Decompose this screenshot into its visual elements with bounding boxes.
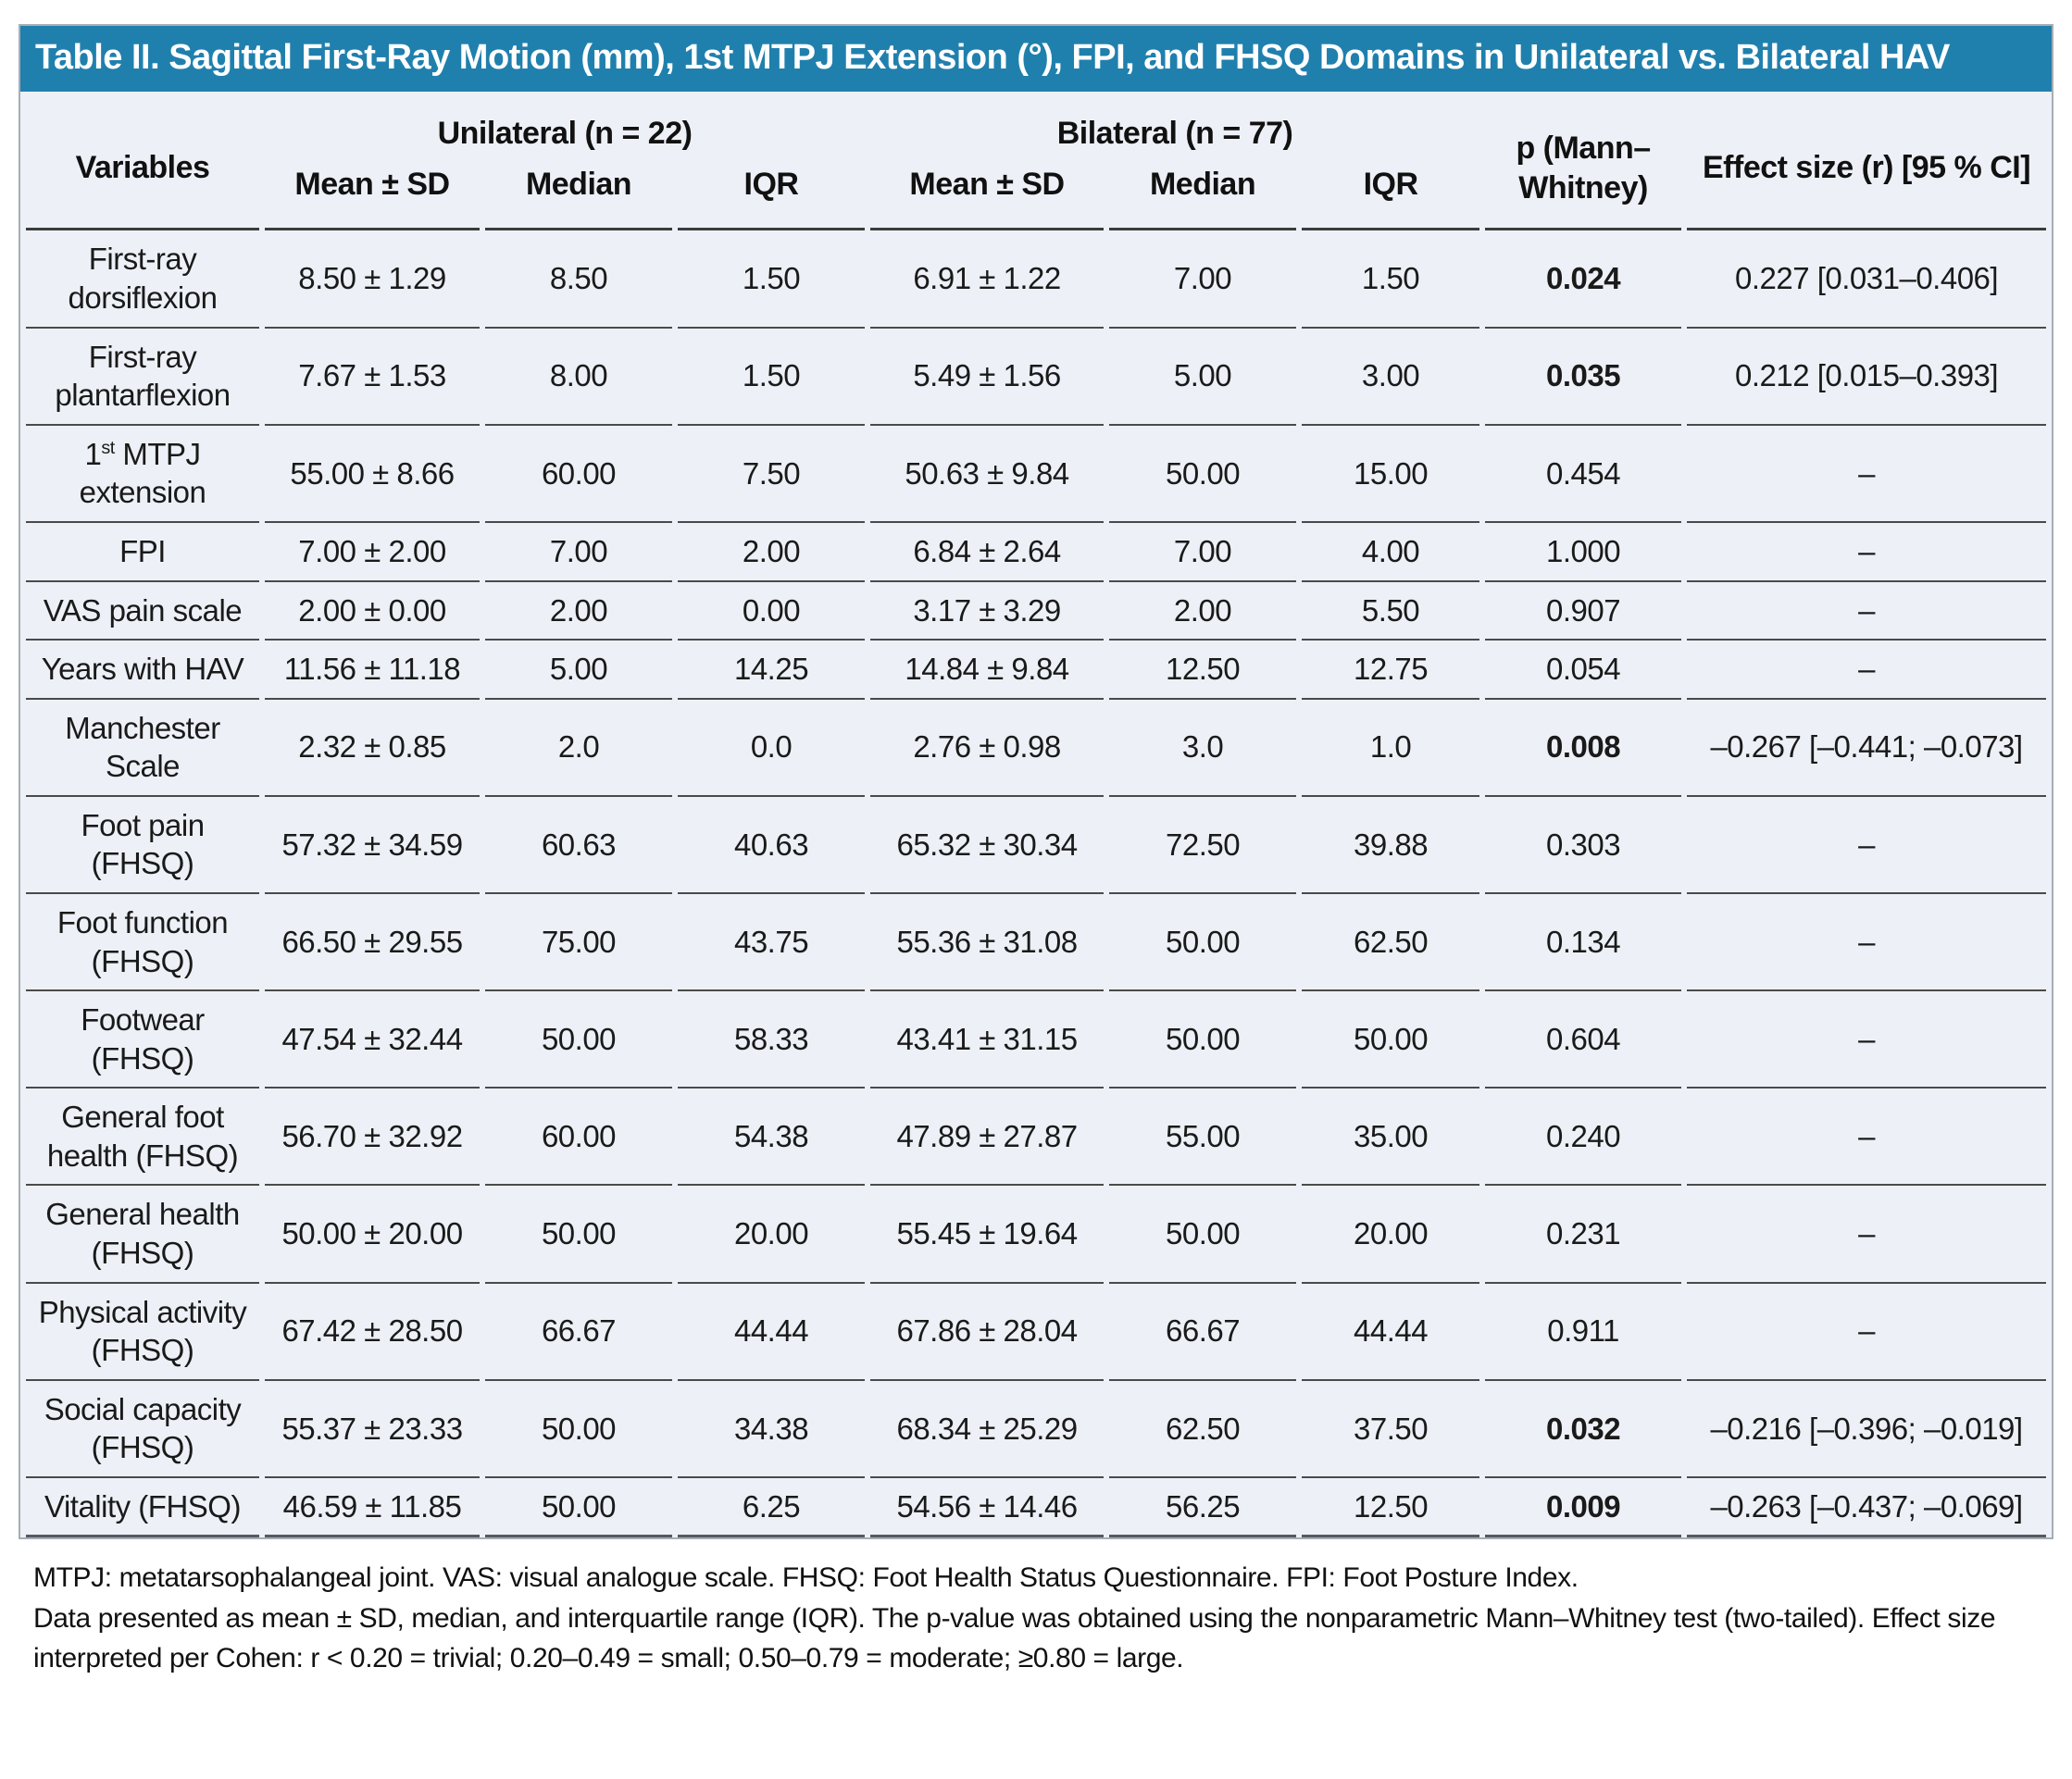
cell-unilateral-iqr: 44.44 [678, 1284, 865, 1381]
cell-variable: Foot function (FHSQ) [26, 894, 259, 991]
cell-unilateral-median: 50.00 [485, 1186, 672, 1283]
table-frame [19, 24, 2053, 1539]
cell-bilateral-iqr: 20.00 [1302, 1186, 1479, 1283]
table-row [26, 641, 2046, 700]
cell-bilateral-iqr: 62.50 [1302, 894, 1479, 991]
cell-bilateral-iqr: 1.0 [1302, 700, 1479, 797]
header-group-bilateral: Bilateral (n = 77) [1056, 115, 1293, 151]
cell-p-value: 0.032 [1485, 1381, 1681, 1478]
cell-p-value: 0.231 [1485, 1186, 1681, 1283]
cell-bilateral-iqr: 37.50 [1302, 1381, 1479, 1478]
header-uni-median: Median [485, 159, 672, 231]
cell-unilateral-mean-sd: 7.67 ± 1.53 [265, 329, 480, 426]
header-group-unilateral: Unilateral (n = 22) [437, 115, 693, 151]
cell-unilateral-mean-sd: 67.42 ± 28.50 [265, 1284, 480, 1381]
cell-effect-size: –0.216 [–0.396; –0.019] [1687, 1381, 2046, 1478]
cell-bilateral-median: 55.00 [1109, 1089, 1296, 1186]
cell-unilateral-median: 50.00 [485, 991, 672, 1089]
cell-bilateral-iqr: 15.00 [1302, 426, 1479, 523]
cell-p-value: 0.240 [1485, 1089, 1681, 1186]
cell-bilateral-iqr: 4.00 [1302, 523, 1479, 582]
cell-unilateral-mean-sd: 46.59 ± 11.85 [265, 1478, 480, 1538]
cell-unilateral-mean-sd: 66.50 ± 29.55 [265, 894, 480, 991]
cell-bilateral-median: 50.00 [1109, 1186, 1296, 1283]
cell-bilateral-iqr: 5.50 [1302, 582, 1479, 641]
table-row [26, 1186, 2046, 1283]
header-uni-iqr: IQR [678, 159, 865, 231]
cell-bilateral-mean-sd: 2.76 ± 0.98 [870, 700, 1104, 797]
table-row [26, 426, 2046, 523]
cell-effect-size: – [1687, 894, 2046, 991]
cell-unilateral-median: 50.00 [485, 1381, 672, 1478]
cell-bilateral-median: 3.0 [1109, 700, 1296, 797]
cell-bilateral-median: 66.67 [1109, 1284, 1296, 1381]
cell-p-value: 0.911 [1485, 1284, 1681, 1381]
cell-variable: Manchester Scale [26, 700, 259, 797]
footnote-abbreviations: MTPJ: metatarsophalangeal joint. VAS: visual analogue scale. FHSQ: Foot Health Status Questionnaire. FPI: Foot Posture Index. [33, 1562, 1579, 1594]
table-row [26, 329, 2046, 426]
cell-p-value: 0.303 [1485, 797, 1681, 894]
cell-variable: VAS pain scale [26, 582, 259, 641]
cell-unilateral-mean-sd: 8.50 ± 1.29 [265, 230, 480, 328]
cell-bilateral-mean-sd: 67.86 ± 28.04 [870, 1284, 1104, 1381]
cell-unilateral-mean-sd: 47.54 ± 32.44 [265, 991, 480, 1089]
cell-unilateral-mean-sd: 55.00 ± 8.66 [265, 426, 480, 523]
cell-bilateral-mean-sd: 3.17 ± 3.29 [870, 582, 1104, 641]
cell-unilateral-median: 8.50 [485, 230, 672, 328]
cell-bilateral-median: 56.25 [1109, 1478, 1296, 1538]
cell-effect-size: – [1687, 797, 2046, 894]
cell-effect-size: – [1687, 426, 2046, 523]
cell-bilateral-median: 7.00 [1109, 523, 1296, 582]
cell-unilateral-iqr: 34.38 [678, 1381, 865, 1478]
cell-variable: Vitality (FHSQ) [26, 1478, 259, 1538]
table-header [26, 92, 2046, 231]
table-row [26, 230, 2046, 328]
cell-bilateral-iqr: 35.00 [1302, 1089, 1479, 1186]
cell-unilateral-iqr: 0.00 [678, 582, 865, 641]
cell-effect-size: – [1687, 1284, 2046, 1381]
cell-p-value: 0.035 [1485, 329, 1681, 426]
header-bi-median: Median [1109, 159, 1296, 231]
cell-p-value: 0.134 [1485, 894, 1681, 991]
cell-bilateral-mean-sd: 5.49 ± 1.56 [870, 329, 1104, 426]
cell-unilateral-mean-sd: 57.32 ± 34.59 [265, 797, 480, 894]
cell-unilateral-median: 50.00 [485, 1478, 672, 1538]
cell-bilateral-mean-sd: 68.34 ± 25.29 [870, 1381, 1104, 1478]
header-uni-mean-sd: Mean ± SD [265, 159, 480, 231]
table-row [26, 1284, 2046, 1381]
cell-p-value: 0.054 [1485, 641, 1681, 700]
cell-bilateral-median: 7.00 [1109, 230, 1296, 328]
cell-unilateral-median: 60.00 [485, 426, 672, 523]
cell-variable: 1st MTPJ extension [26, 426, 259, 523]
cell-unilateral-mean-sd: 11.56 ± 11.18 [265, 641, 480, 700]
cell-bilateral-mean-sd: 65.32 ± 30.34 [870, 797, 1104, 894]
header-effect-size: Effect size (r) [95 % CI] [1687, 92, 2046, 231]
header-bi-mean-sd: Mean ± SD [870, 159, 1104, 231]
cell-unilateral-median: 60.63 [485, 797, 672, 894]
cell-bilateral-mean-sd: 55.45 ± 19.64 [870, 1186, 1104, 1283]
cell-variable: Social capacity (FHSQ) [26, 1381, 259, 1478]
cell-bilateral-median: 72.50 [1109, 797, 1296, 894]
cell-unilateral-median: 75.00 [485, 894, 672, 991]
cell-unilateral-median: 8.00 [485, 329, 672, 426]
cell-unilateral-median: 5.00 [485, 641, 672, 700]
table-row [26, 582, 2046, 641]
cell-unilateral-median: 7.00 [485, 523, 672, 582]
cell-variable: General health (FHSQ) [26, 1186, 259, 1283]
cell-unilateral-mean-sd: 2.00 ± 0.00 [265, 582, 480, 641]
cell-unilateral-iqr: 20.00 [678, 1186, 865, 1283]
cell-effect-size: – [1687, 991, 2046, 1089]
cell-unilateral-iqr: 1.50 [678, 329, 865, 426]
cell-bilateral-iqr: 1.50 [1302, 230, 1479, 328]
cell-bilateral-median: 50.00 [1109, 894, 1296, 991]
cell-effect-size: – [1687, 523, 2046, 582]
cell-unilateral-iqr: 40.63 [678, 797, 865, 894]
table-title: Table II. Sagittal First-Ray Motion (mm), 1st MTPJ Extension (°), FPI, and FHSQ Domains in Unilateral vs. Bilateral HAV [20, 26, 2052, 92]
cell-unilateral-iqr: 58.33 [678, 991, 865, 1089]
cell-bilateral-mean-sd: 54.56 ± 14.46 [870, 1478, 1104, 1538]
footnote-statistics: Data presented as mean ± SD, median, and interquartile range (IQR). The p-value was obtained using the nonparametric Mann–Whitney test (two-tailed). Effect size interpreted per Cohen: r < 0.20 = trivial; 0.20–0.49 = small; 0.50–0.79 = moderate; ≥0.80 = large. [33, 1602, 1996, 1674]
table-row [26, 700, 2046, 797]
cell-p-value: 0.009 [1485, 1478, 1681, 1538]
cell-bilateral-median: 2.00 [1109, 582, 1296, 641]
cell-p-value: 0.604 [1485, 991, 1681, 1089]
cell-variable: FPI [26, 523, 259, 582]
cell-bilateral-iqr: 50.00 [1302, 991, 1479, 1089]
cell-variable: First-ray dorsiflexion [26, 230, 259, 328]
cell-p-value: 0.008 [1485, 700, 1681, 797]
cell-bilateral-mean-sd: 43.41 ± 31.15 [870, 991, 1104, 1089]
cell-unilateral-iqr: 54.38 [678, 1089, 865, 1186]
cell-variable: General foot health (FHSQ) [26, 1089, 259, 1186]
table-row [26, 523, 2046, 582]
cell-bilateral-iqr: 3.00 [1302, 329, 1479, 426]
cell-variable: Years with HAV [26, 641, 259, 700]
cell-bilateral-iqr: 12.75 [1302, 641, 1479, 700]
cell-bilateral-median: 5.00 [1109, 329, 1296, 426]
cell-unilateral-iqr: 43.75 [678, 894, 865, 991]
header-variables: Variables [26, 92, 259, 231]
cell-bilateral-median: 62.50 [1109, 1381, 1296, 1478]
cell-unilateral-median: 60.00 [485, 1089, 672, 1186]
cell-effect-size: – [1687, 1186, 2046, 1283]
table-row [26, 991, 2046, 1089]
cell-effect-size: – [1687, 1089, 2046, 1186]
cell-bilateral-mean-sd: 55.36 ± 31.08 [870, 894, 1104, 991]
cell-unilateral-iqr: 1.50 [678, 230, 865, 328]
cell-p-value: 1.000 [1485, 523, 1681, 582]
cell-unilateral-median: 2.0 [485, 700, 672, 797]
cell-effect-size: –0.263 [–0.437; –0.069] [1687, 1478, 2046, 1538]
cell-p-value: 0.907 [1485, 582, 1681, 641]
table-row [26, 1478, 2046, 1538]
cell-unilateral-mean-sd: 50.00 ± 20.00 [265, 1186, 480, 1283]
cell-effect-size: – [1687, 582, 2046, 641]
results-table [20, 92, 2052, 1538]
table-body [26, 230, 2046, 1537]
cell-unilateral-iqr: 0.0 [678, 700, 865, 797]
cell-effect-size: –0.267 [–0.441; –0.073] [1687, 700, 2046, 797]
cell-unilateral-mean-sd: 55.37 ± 23.33 [265, 1381, 480, 1478]
cell-bilateral-iqr: 12.50 [1302, 1478, 1479, 1538]
cell-bilateral-iqr: 44.44 [1302, 1284, 1479, 1381]
cell-unilateral-iqr: 14.25 [678, 641, 865, 700]
cell-unilateral-mean-sd: 2.32 ± 0.85 [265, 700, 480, 797]
header-p-mann-whitney: p (Mann–Whitney) [1485, 92, 1681, 231]
table-row [26, 1089, 2046, 1186]
cell-unilateral-median: 66.67 [485, 1284, 672, 1381]
cell-bilateral-mean-sd: 50.63 ± 9.84 [870, 426, 1104, 523]
table-row [26, 1381, 2046, 1478]
cell-bilateral-mean-sd: 6.91 ± 1.22 [870, 230, 1104, 328]
cell-bilateral-iqr: 39.88 [1302, 797, 1479, 894]
cell-effect-size: – [1687, 641, 2046, 700]
footnotes [19, 1539, 2053, 1679]
cell-bilateral-median: 50.00 [1109, 991, 1296, 1089]
cell-bilateral-mean-sd: 6.84 ± 2.64 [870, 523, 1104, 582]
cell-variable: Footwear (FHSQ) [26, 991, 259, 1089]
cell-variable: Physical activity (FHSQ) [26, 1284, 259, 1381]
cell-unilateral-mean-sd: 56.70 ± 32.92 [265, 1089, 480, 1186]
cell-effect-size: 0.212 [0.015–0.393] [1687, 329, 2046, 426]
cell-unilateral-iqr: 7.50 [678, 426, 865, 523]
cell-bilateral-median: 50.00 [1109, 426, 1296, 523]
cell-effect-size: 0.227 [0.031–0.406] [1687, 230, 2046, 328]
cell-p-value: 0.024 [1485, 230, 1681, 328]
cell-variable: Foot pain (FHSQ) [26, 797, 259, 894]
table-row [26, 894, 2046, 991]
cell-variable: First-ray plantarflexion [26, 329, 259, 426]
cell-p-value: 0.454 [1485, 426, 1681, 523]
cell-bilateral-mean-sd: 47.89 ± 27.87 [870, 1089, 1104, 1186]
cell-unilateral-iqr: 6.25 [678, 1478, 865, 1538]
table-row [26, 797, 2046, 894]
cell-unilateral-mean-sd: 7.00 ± 2.00 [265, 523, 480, 582]
cell-unilateral-iqr: 2.00 [678, 523, 865, 582]
cell-unilateral-median: 2.00 [485, 582, 672, 641]
header-bi-iqr: IQR [1302, 159, 1479, 231]
cell-bilateral-mean-sd: 14.84 ± 9.84 [870, 641, 1104, 700]
cell-bilateral-median: 12.50 [1109, 641, 1296, 700]
